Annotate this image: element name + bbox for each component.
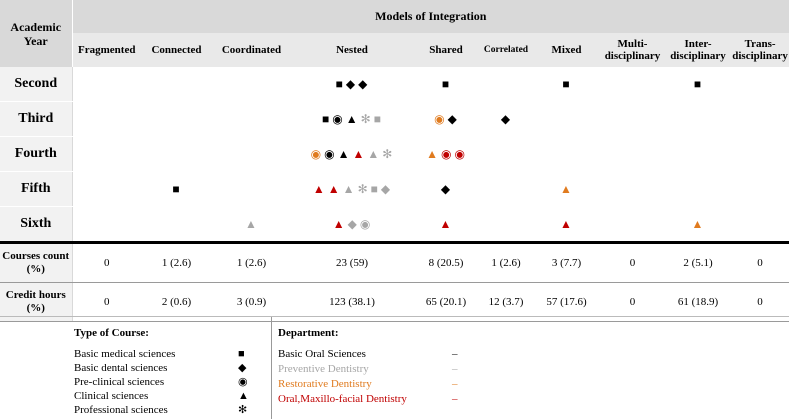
course-symbol: ▲	[327, 181, 341, 196]
column-header-coordinated: Coordinated	[212, 33, 291, 67]
courses-count-value: 1 (2.6)	[141, 243, 212, 283]
course-symbol: ✻	[382, 146, 394, 161]
department-title: Department:	[278, 327, 339, 339]
model-cell	[141, 137, 212, 172]
year-row-sixth	[0, 207, 789, 243]
year-row-fifth	[0, 172, 789, 207]
year-row-third	[0, 102, 789, 137]
credit-hours-value: 123 (38.1)	[291, 283, 413, 322]
model-cell	[212, 102, 291, 137]
model-cell	[533, 67, 600, 102]
column-header-multi-disciplinary: Multi-disciplinary	[600, 33, 665, 67]
credit-hours-value: 0	[731, 283, 789, 322]
model-cell	[479, 207, 533, 243]
course-symbol: ▲	[332, 216, 346, 231]
course-symbol: ▲	[691, 216, 705, 231]
course-symbol: ◉	[332, 111, 344, 126]
model-cell	[600, 102, 665, 137]
department-color-mark: –	[452, 363, 458, 375]
course-type-symbol-icon: ✻	[238, 404, 248, 416]
department-label: Preventive Dentistry	[278, 363, 369, 375]
courses-count-value: 8 (20.5)	[413, 243, 479, 283]
course-symbol: ◆	[440, 181, 452, 196]
model-cell	[72, 137, 141, 172]
course-symbol: ◉	[434, 111, 446, 126]
model-cell	[479, 67, 533, 102]
course-symbol: ▲	[352, 146, 366, 161]
model-cell	[291, 172, 413, 207]
course-type-label: Professional sciences	[74, 404, 168, 416]
course-symbol: ◆	[447, 111, 458, 126]
model-cell	[731, 172, 789, 207]
model-cell	[141, 67, 212, 102]
courses-count-value: 1 (2.6)	[212, 243, 291, 283]
course-type-label: Pre-clinical sciences	[74, 376, 165, 388]
year-label: Fourth	[0, 137, 72, 172]
model-cell	[533, 172, 600, 207]
courses-count-value: 0	[72, 243, 141, 283]
credit-hours-value: 0	[600, 283, 665, 322]
course-symbol: ◉	[454, 146, 466, 161]
course-symbol: ▲	[560, 216, 573, 231]
column-header-nested: Nested	[291, 33, 413, 67]
model-cell	[413, 137, 479, 172]
model-cell	[665, 172, 731, 207]
courses-count-label: Courses count (%)	[0, 243, 72, 283]
course-symbol: ■	[373, 111, 382, 126]
year-label: Second	[0, 67, 72, 102]
course-type-symbol-icon: ◉	[238, 376, 248, 388]
course-symbol: ◆	[380, 181, 392, 196]
model-cell	[212, 207, 291, 243]
course-symbol: ◆	[347, 216, 358, 231]
year-row-second	[0, 67, 789, 102]
department-color-mark: –	[452, 378, 458, 390]
academic-year-header: Academic Year	[0, 0, 72, 67]
model-cell	[479, 102, 533, 137]
course-symbol: ▲	[345, 111, 359, 126]
column-header-shared: Shared	[413, 33, 479, 67]
courses-count-value: 1 (2.6)	[479, 243, 533, 283]
course-type-label: Basic dental sciences	[74, 362, 168, 374]
model-cell	[413, 207, 479, 243]
model-cell	[72, 207, 141, 243]
course-symbol: ◉	[324, 146, 336, 161]
course-symbol: ■	[335, 76, 344, 91]
column-header-fragmented: Fragmented	[72, 33, 141, 67]
model-cell	[665, 67, 731, 102]
model-cell	[731, 137, 789, 172]
course-symbol: ▲	[245, 216, 258, 231]
model-cell	[600, 137, 665, 172]
department-color-mark: –	[452, 348, 458, 360]
model-cell	[141, 207, 212, 243]
year-label: Fifth	[0, 172, 72, 207]
course-symbol: ■	[693, 76, 703, 91]
model-cell	[212, 137, 291, 172]
courses-count-value: 0	[731, 243, 789, 283]
legend	[0, 316, 789, 419]
model-cell	[212, 172, 291, 207]
course-symbol: ▲	[560, 181, 573, 196]
model-cell	[413, 102, 479, 137]
department-label: Oral,Maxillo-facial Dentistry	[278, 393, 407, 405]
model-cell	[600, 67, 665, 102]
column-header-connected: Connected	[141, 33, 212, 67]
models-of-integration-header: Models of Integration	[375, 9, 487, 23]
course-symbol: ▲	[312, 181, 326, 196]
model-cell	[413, 172, 479, 207]
model-cell	[291, 207, 413, 243]
department-color-mark: –	[452, 393, 458, 405]
legend-divider	[271, 317, 272, 419]
course-symbol: ■	[322, 111, 331, 126]
model-cell	[413, 67, 479, 102]
course-symbol: ◆	[358, 76, 369, 91]
model-cell	[731, 207, 789, 243]
course-symbol: ▲	[342, 181, 356, 196]
credit-hours-value: 65 (20.1)	[413, 283, 479, 322]
model-cell	[665, 207, 731, 243]
model-cell	[72, 102, 141, 137]
credit-hours-value: 12 (3.7)	[479, 283, 533, 322]
credit-hours-label: Credit hours (%)	[0, 283, 72, 322]
course-symbol: ▲	[367, 146, 381, 161]
column-header-correlated: Correlated	[479, 33, 533, 67]
year-row-fourth	[0, 137, 789, 172]
credit-hours-value: 57 (17.6)	[533, 283, 600, 322]
column-header-inter-disciplinary: Inter-disciplinary	[665, 33, 731, 67]
course-symbol: ■	[441, 76, 451, 91]
courses-count-value: 0	[600, 243, 665, 283]
credit-hours-value: 0	[72, 283, 141, 322]
department-label: Restorative Dentistry	[278, 378, 372, 390]
model-cell	[72, 67, 141, 102]
model-cell	[600, 172, 665, 207]
courses-count-value: 3 (7.7)	[533, 243, 600, 283]
courses-count-value: 23 (59)	[291, 243, 413, 283]
department-label: Basic Oral Sciences	[278, 348, 366, 360]
course-symbol: ✻	[360, 111, 372, 126]
model-cell	[533, 137, 600, 172]
model-cell	[291, 137, 413, 172]
model-cell	[665, 137, 731, 172]
year-label: Third	[0, 102, 72, 137]
course-symbol: ◉	[310, 146, 323, 161]
type-of-course-title: Type of Course:	[74, 327, 149, 339]
course-symbol: ■	[172, 181, 181, 196]
year-label: Sixth	[0, 207, 72, 243]
course-symbol: ▲	[439, 216, 453, 231]
course-symbol: ▲	[337, 146, 351, 161]
model-cell	[291, 67, 413, 102]
model-cell	[479, 172, 533, 207]
column-header-mixed: Mixed	[533, 33, 600, 67]
model-cell	[533, 102, 600, 137]
course-symbol: ■	[562, 76, 571, 91]
model-cell	[141, 102, 212, 137]
model-cell	[291, 102, 413, 137]
course-symbol: ◆	[345, 76, 357, 91]
course-symbol: ◆	[500, 111, 512, 126]
course-symbol: ■	[370, 181, 379, 196]
course-symbol: ✻	[357, 181, 369, 196]
model-cell	[665, 102, 731, 137]
course-type-symbol-icon: ▲	[238, 390, 249, 402]
course-type-label: Clinical sciences	[74, 390, 149, 402]
model-cell	[212, 67, 291, 102]
model-cell	[731, 102, 789, 137]
courses-count-value: 2 (5.1)	[665, 243, 731, 283]
model-cell	[600, 207, 665, 243]
credit-hours-value: 3 (0.9)	[212, 283, 291, 322]
course-symbol: ◉	[359, 216, 372, 231]
model-cell	[479, 137, 533, 172]
course-type-symbol-icon: ◆	[238, 362, 247, 374]
column-header-trans-disciplinary: Trans-disciplinary	[731, 33, 789, 67]
course-type-label: Basic medical sciences	[74, 348, 176, 360]
course-symbol: ▲	[426, 146, 439, 161]
course-type-symbol-icon: ■	[238, 348, 245, 360]
model-cell	[731, 67, 789, 102]
course-symbol: ◉	[440, 146, 453, 161]
model-cell	[533, 207, 600, 243]
model-cell	[141, 172, 212, 207]
credit-hours-value: 2 (0.6)	[141, 283, 212, 322]
credit-hours-value: 61 (18.9)	[665, 283, 731, 322]
model-cell	[72, 172, 141, 207]
